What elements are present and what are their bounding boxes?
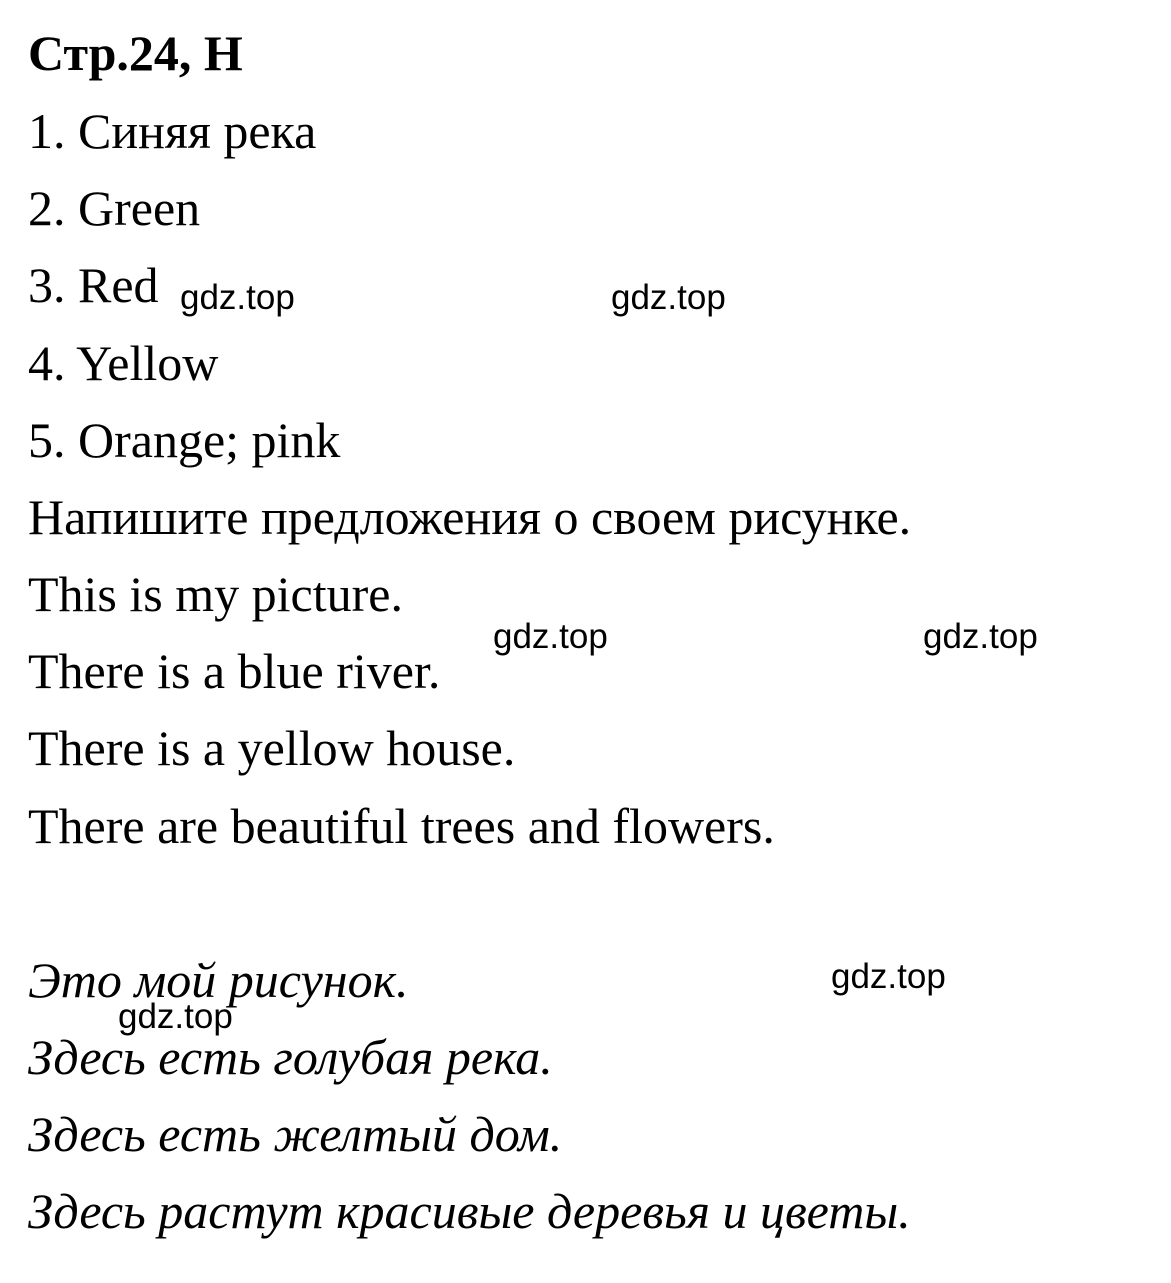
answer-item-5: 5. Orange; pink bbox=[28, 412, 341, 468]
english-sentence-3: There is a yellow house. bbox=[28, 720, 516, 776]
watermark: gdz.top bbox=[831, 957, 946, 996]
watermark: gdz.top bbox=[493, 617, 608, 656]
answer-item-1: 1. Синяя река bbox=[28, 103, 317, 159]
russian-sentence-1: Это мой рисунок. bbox=[28, 952, 409, 1008]
watermark: gdz.top bbox=[180, 278, 295, 317]
english-sentence-4: There are beautiful trees and flowers. bbox=[28, 798, 775, 854]
answer-item-4: 4. Yellow bbox=[28, 335, 219, 391]
russian-sentence-2: Здесь есть голубая река. bbox=[28, 1029, 553, 1085]
page-heading: Стр.24, H bbox=[28, 25, 243, 81]
answer-item-3: 3. Red bbox=[28, 257, 159, 313]
russian-sentence-4: Здесь растут красивые деревья и цветы. bbox=[28, 1183, 911, 1239]
english-sentence-1: This is my picture. bbox=[28, 566, 403, 622]
task-instruction: Напишите предложения о своем рисунке. bbox=[28, 489, 912, 545]
watermark: gdz.top bbox=[611, 278, 726, 317]
english-sentence-2: There is a blue river. bbox=[28, 643, 441, 699]
russian-sentence-3: Здесь есть желтый дом. bbox=[28, 1106, 563, 1162]
watermark: gdz.top bbox=[923, 617, 1038, 656]
answer-item-2: 2. Green bbox=[28, 180, 201, 236]
watermark: gdz.top bbox=[118, 997, 233, 1036]
